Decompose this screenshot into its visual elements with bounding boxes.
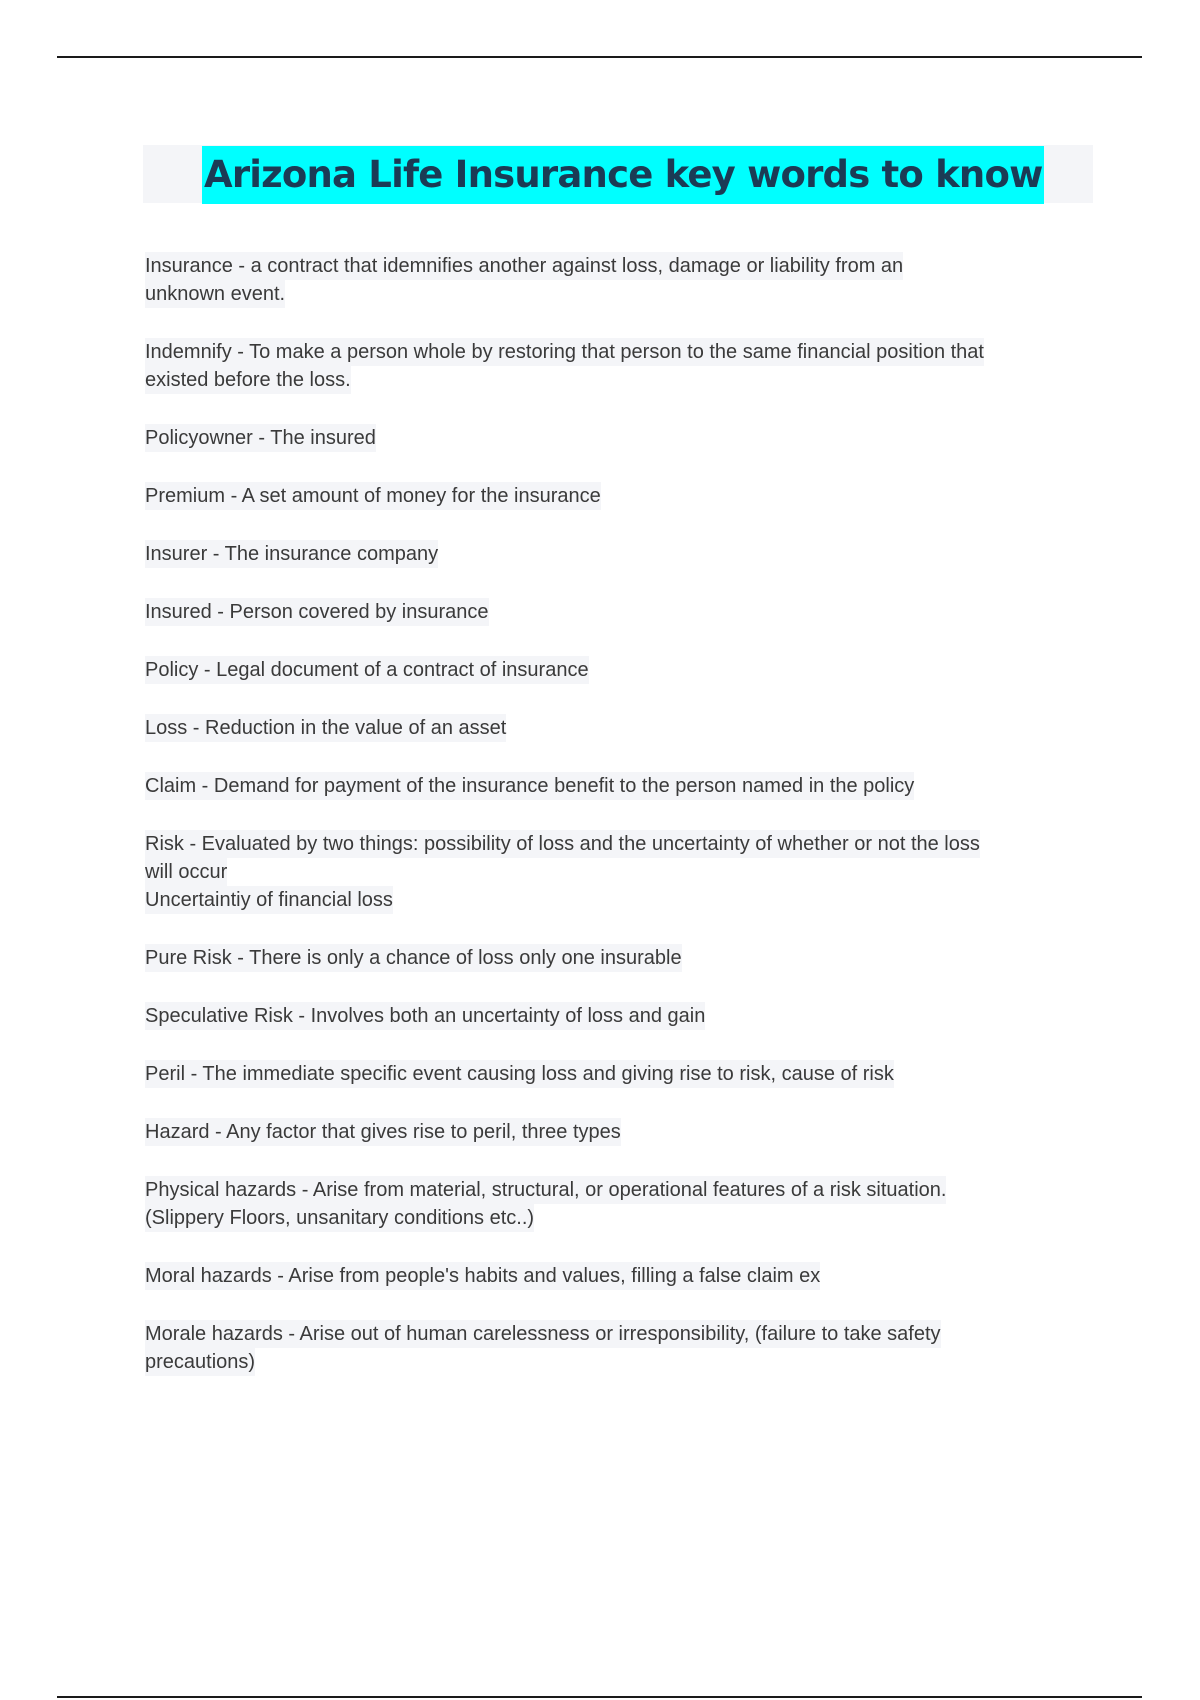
glossary-entry-physical-hazards xyxy=(145,1176,1095,1232)
entry-line: Morale hazards - Arise out of human carelessness or irresponsibility, (failure to take safety xyxy=(145,1320,941,1348)
glossary-entry-policyowner xyxy=(145,424,1095,452)
entry-line: Peril - The immediate specific event causing loss and giving rise to risk, cause of risk xyxy=(145,1060,894,1088)
entry-line: Hazard - Any factor that gives rise to peril, three types xyxy=(145,1118,621,1146)
glossary-entry-pure-risk xyxy=(145,944,1095,972)
glossary-entry-insurer xyxy=(145,540,1095,568)
entry-line: Insurer - The insurance company xyxy=(145,540,438,568)
page-title: Arizona Life Insurance key words to know xyxy=(202,146,1044,204)
entry-line: Loss - Reduction in the value of an asset xyxy=(145,714,506,742)
entry-line: Insurance - a contract that idemnifies another against loss, damage or liability from an xyxy=(145,252,903,280)
glossary-entry-morale-hazards xyxy=(145,1320,1095,1376)
glossary-entry-insured xyxy=(145,598,1095,626)
entry-line: Policyowner - The insured xyxy=(145,424,376,452)
entry-line: Moral hazards - Arise from people's habits and values, filling a false claim ex xyxy=(145,1262,820,1290)
entry-line: Insured - Person covered by insurance xyxy=(145,598,489,626)
entry-line: Policy - Legal document of a contract of insurance xyxy=(145,656,589,684)
entry-line: Speculative Risk - Involves both an uncertainty of loss and gain xyxy=(145,1002,705,1030)
entry-line: Physical hazards - Arise from material, structural, or operational features of a risk situation. xyxy=(145,1176,946,1204)
glossary-entry-claim xyxy=(145,772,1095,800)
footer-rule xyxy=(57,1696,1142,1698)
header-rule xyxy=(57,56,1142,58)
entry-line: Premium - A set amount of money for the insurance xyxy=(145,482,601,510)
glossary-entry-insurance xyxy=(145,252,1095,308)
entry-line: Claim - Demand for payment of the insurance benefit to the person named in the policy xyxy=(145,772,914,800)
glossary-entry-peril xyxy=(145,1060,1095,1088)
entry-line: Pure Risk - There is only a chance of loss only one insurable xyxy=(145,944,682,972)
entry-line: (Slippery Floors, unsanitary conditions etc..) xyxy=(145,1204,534,1232)
entry-line: existed before the loss. xyxy=(145,366,351,394)
entry-line: will occur xyxy=(145,858,227,886)
glossary-entry-loss xyxy=(145,714,1095,742)
glossary-list xyxy=(145,252,1095,1406)
glossary-entry-policy xyxy=(145,656,1095,684)
entry-line: Uncertaintiy of financial loss xyxy=(145,886,393,914)
glossary-entry-hazard xyxy=(145,1118,1095,1146)
glossary-entry-moral-hazards xyxy=(145,1262,1095,1290)
glossary-entry-speculative-risk xyxy=(145,1002,1095,1030)
glossary-entry-premium xyxy=(145,482,1095,510)
entry-line: unknown event. xyxy=(145,280,285,308)
entry-line: precautions) xyxy=(145,1348,255,1376)
glossary-entry-indemnify xyxy=(145,338,1095,394)
glossary-entry-risk xyxy=(145,830,1095,914)
entry-line: Risk - Evaluated by two things: possibility of loss and the uncertainty of whether or not the loss xyxy=(145,830,980,858)
entry-line: Indemnify - To make a person whole by restoring that person to the same financial position that xyxy=(145,338,984,366)
